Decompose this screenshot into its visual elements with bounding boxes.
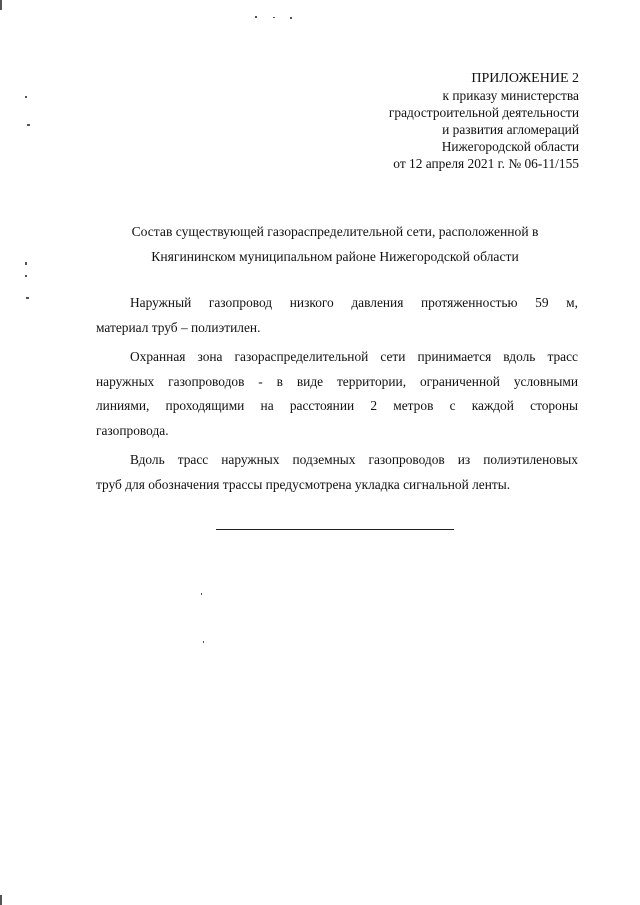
document-title — [90, 219, 580, 269]
paragraph-line: Вдоль трасс наружных подземных газопроводов из полиэтиленовых — [130, 452, 578, 467]
scan-mark — [27, 124, 30, 126]
scan-mark — [25, 96, 27, 98]
appendix-line: и развития агломераций — [442, 122, 579, 137]
paragraph-line: линиями, проходящими на расстоянии 2 метров с каждой стороны — [96, 398, 578, 413]
appendix-header — [319, 70, 579, 172]
paragraph-line: газопровода. — [96, 422, 169, 438]
document-body — [96, 291, 578, 502]
scan-mark — [273, 17, 275, 18]
appendix-line: Нижегородской области — [441, 139, 579, 154]
scan-mark — [26, 297, 29, 299]
scan-mark — [255, 16, 257, 18]
scan-mark — [290, 17, 292, 19]
paragraph-line: труб для обозначения трассы предусмотрена укладка сигнальной ленты. — [96, 476, 511, 492]
paragraph — [96, 291, 578, 340]
order-date-number: от 12 апреля 2021 г. № 06-11/155 — [393, 156, 579, 171]
title-line: Состав существующей газораспределительной сети, расположенной в — [131, 224, 539, 239]
scan-mark — [0, 895, 2, 905]
appendix-line: к приказу министерства — [442, 88, 579, 103]
scan-mark — [0, 0, 2, 10]
paragraph-line: Наружный газопровод низкого давления протяженностью 59 м, — [130, 295, 578, 310]
paragraph-line: наружных газопроводов - в виде территории, ограниченной условными — [96, 373, 578, 389]
appendix-title: ПРИЛОЖЕНИЕ 2 — [471, 71, 579, 86]
title-line: Княгининском муниципальном районе Нижегородской области — [151, 249, 519, 264]
paragraph-line: материал труб – полиэтилен. — [96, 319, 261, 335]
scan-mark — [201, 593, 202, 595]
paragraph-line: Охранная зона газораспределительной сети принимается вдоль трасс — [130, 349, 578, 364]
scan-mark — [25, 262, 27, 265]
paragraph — [96, 448, 578, 497]
scan-mark — [203, 641, 204, 643]
appendix-line: градостроительной деятельности — [388, 105, 579, 120]
scan-mark — [25, 275, 27, 277]
closing-divider — [216, 529, 454, 530]
paragraph — [96, 345, 578, 443]
